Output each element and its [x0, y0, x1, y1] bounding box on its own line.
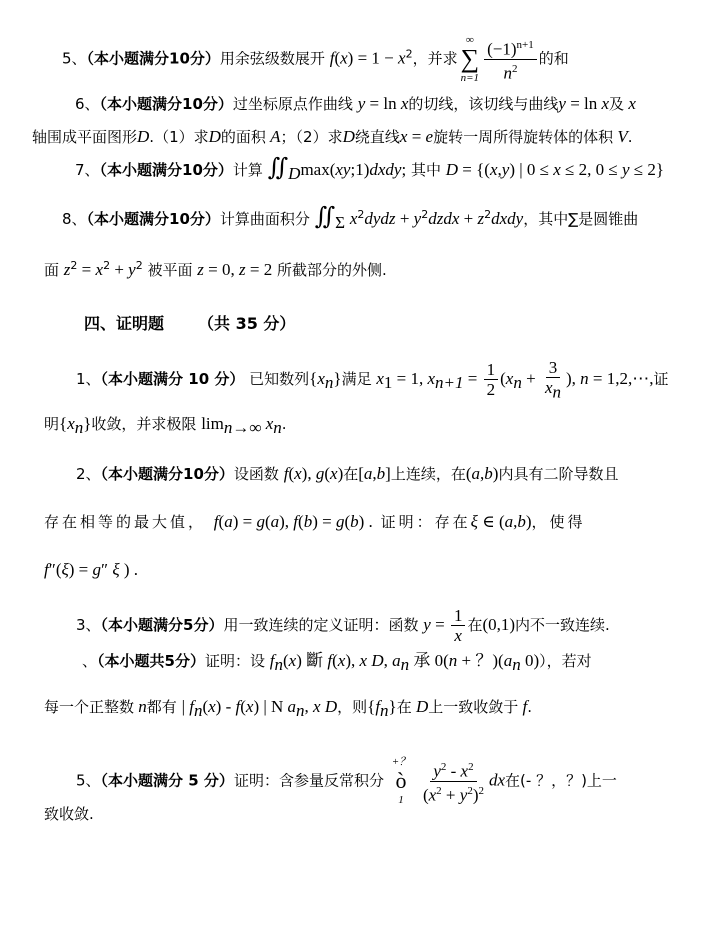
- question-2-line-3: f″(ξ) = g″ ξ ) .: [44, 560, 139, 579]
- surface-integral-sign: ∬: [314, 204, 336, 230]
- double-integral-sign: ∬: [267, 155, 289, 181]
- problem-5-tag: （本小题满分10分）: [86, 49, 220, 68]
- problem-6-line-1: 6、（本小题满分10分）过坐标原点作曲线 y = ln x的切线，该切线与曲线y = ln x及 x: [75, 94, 636, 113]
- series-fraction: $\frac{(-1)^{n+1}}{n^2}$: [484, 36, 537, 82]
- problem-7-line: 7、（本小题满分10分）计算 $∬_D\max(xy;1)dxdy$; 其中 D = {(x,y) | 0 ≤ x ≤ 2, 0 ≤ y ≤ 2}: [75, 155, 664, 183]
- question-5-line-1: 5、（本小题满分 5 分）证明：含参量反常积分 +？ ò 1 $\frac{y^2 - x^2}{(x^2 + y^2)^2}$ dx在(- ？，？)上一: [76, 756, 617, 806]
- formula-fx: f: [329, 48, 335, 68]
- problem-6-line-2: 轴围成平面图形D.（1）求D的面积 A；（2）求D绕直线x = e旋转一周所得旋转体的体积 V.: [32, 127, 633, 146]
- question-4-line-1: 、（本小题共5分）证明：设 $f_n(x)$ 斷 f(x), x D, $a_n$ 承 0(n + ？)($a_n$ 0)），若对: [82, 651, 592, 674]
- question-2-line-1: 2、（本小题满分10分）设函数 f(x), g(x)在[a,b]上连续，在(a,b)内具有二阶导数且: [76, 464, 619, 483]
- question-2-line-2: 存在相等的最大值， f(a) = g(a), f(b) = g(b) . 证明：存在ξ ∈ (a,b)，使得: [44, 512, 586, 531]
- question-4-line-2: 每一个正整数 n都有 | $f_n(x) - f(x)$ | N $a_n$, x D，则$\{f_n\}$在 D上一致收敛于 f.: [44, 697, 533, 720]
- improper-integral-sign: +？ ò 1: [391, 756, 411, 806]
- problem-8-line-1: 8、（本小题满分10分）计算曲面积分 $∬_\Sigma$ $x^2dydz$ + $y^2dzdx$ + $z^2dxdy$，其中∑是圆锥曲: [62, 204, 639, 232]
- question-1-line-2: 明$\{x_n\}$收敛，并求极限 $\lim_{n\to\infty} x_n$.: [44, 414, 287, 437]
- problem-5-number: 5、: [62, 49, 87, 68]
- problem-8-line-2: 面 $z^2 = x^2 + y^2$ 被平面 z = 0, z = 2 所截部分的外侧.: [44, 259, 387, 279]
- question-5-line-2: 致收敛.: [44, 805, 94, 823]
- question-3-line: 3、（本小题满分5分）用一致连续的定义证明：函数 y = $\frac{1}{x}$ 在(0,1)内不一致连续.: [76, 606, 610, 645]
- sum-sign: ∞ ∑ n=1: [460, 34, 480, 84]
- section-title: 四、证明题 （共 35 分）: [84, 314, 296, 333]
- problem-5-line: 5、（本小题满分10分）用余弦级数展开 $f(x) = 1 - x^2$，并求 ∞ ∑ n=1 $\frac{(-1)^{n+1}}{n^2}$ 的和: [62, 34, 569, 84]
- question-1-line-1: 1、（本小题满分 10 分） 已知数列$\{x_n\}$满足 $x_1 = 1$, $x_{n+1}$ = $\frac{1}{2}$ ($x_n$ + $\frac{3}{x_n}$ ), n = 1,2,⋯,证: [76, 358, 669, 402]
